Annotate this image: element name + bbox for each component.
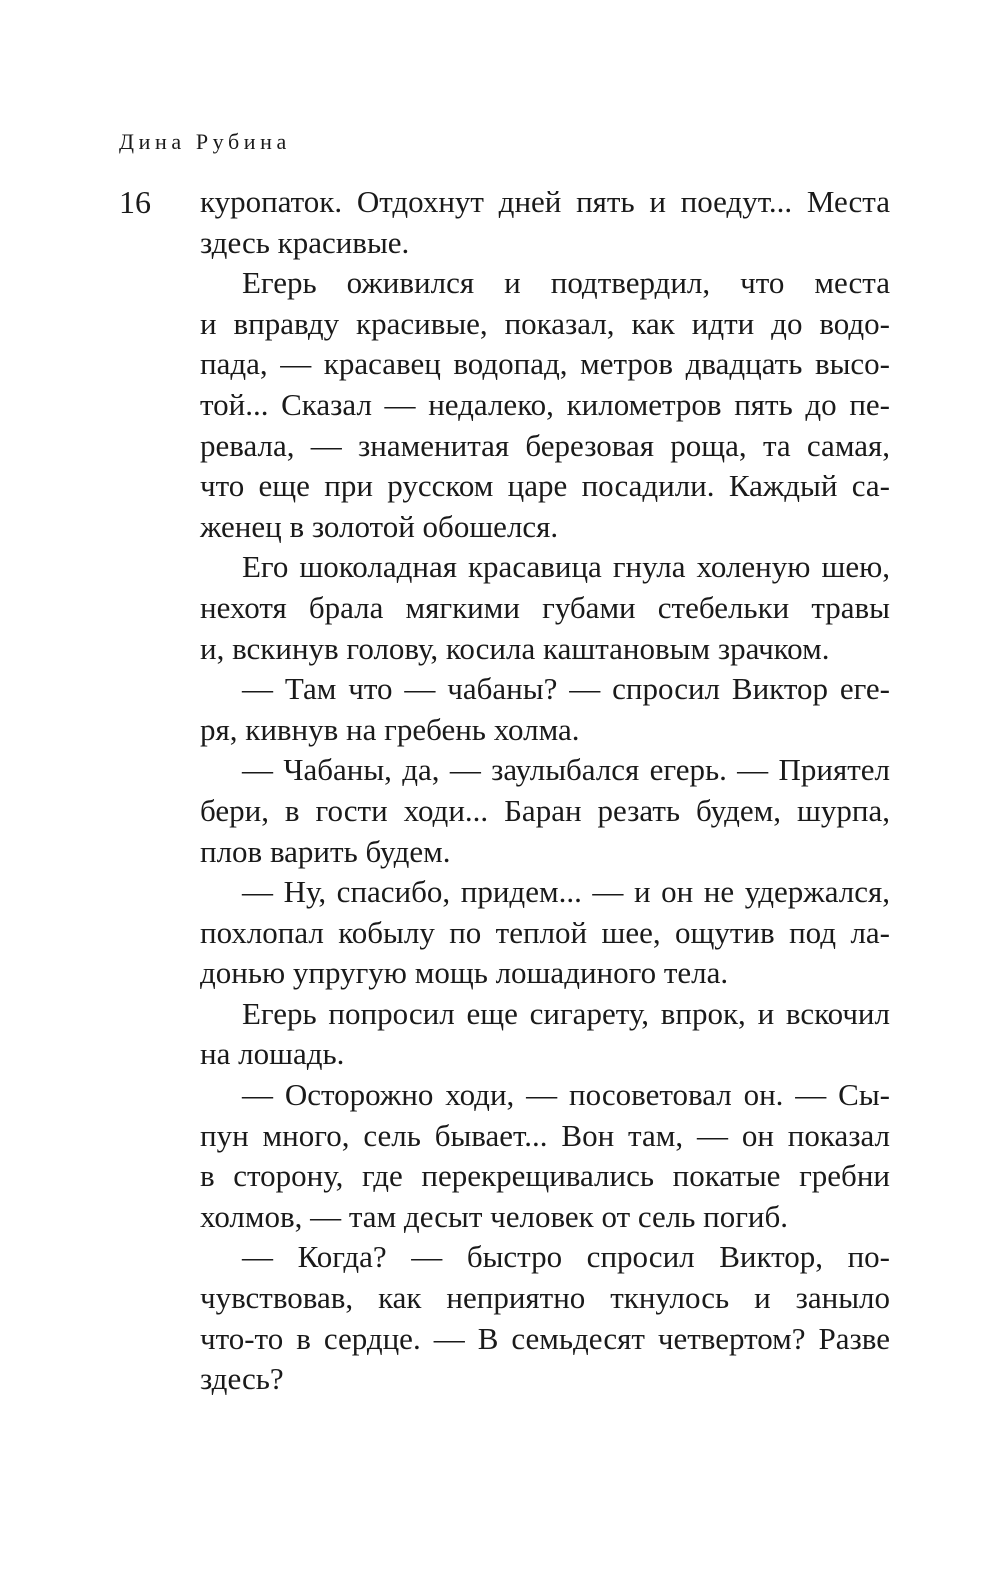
text-line: донью упругую мощь лошадиного тела.: [200, 955, 729, 991]
text-line: что-то в сердце. — В семьдесят четвертом? Разве: [200, 1320, 890, 1356]
text-line: — Осторожно ходи, — посоветовал он. — Сы-: [242, 1077, 890, 1113]
text-line: той... Сказал — недалеко, километров пять до пе-: [200, 386, 890, 422]
text-line: — Чабаны, да, — заулыбался егерь. — Приятел: [242, 752, 890, 788]
text-line: ревала, — знаменитая березовая роща, та самая,: [200, 427, 890, 463]
text-line: — Ну, спасибо, придем... — и он не удержался,: [242, 874, 890, 910]
text-line: Его шоколадная красавица гнула холеную шею,: [242, 549, 890, 585]
text-line: пун много, сель бывает... Вон там, — он показал: [200, 1117, 890, 1153]
text-line: пада, — красавец водопад, метров двадцать высо-: [200, 346, 890, 382]
text-line: — Там что — чабаны? — спросил Виктор еге-: [242, 671, 890, 707]
page-number: 16: [119, 184, 151, 220]
text-line: плов варить будем.: [200, 833, 451, 869]
text-line: и вправду красивые, показал, как идти до водо-: [200, 305, 890, 341]
text-line: бери, в гости ходи... Баран резать будем, шурпа,: [200, 792, 890, 828]
text-line: нехотя брала мягкими губами стебельки травы: [200, 589, 890, 625]
text-line: здесь?: [200, 1361, 284, 1397]
text-line: на лошадь.: [200, 1036, 345, 1072]
text-line: Егерь попросил еще сигарету, впрок, и вскочил: [242, 995, 890, 1031]
running-head-author: Дина Рубина: [119, 129, 291, 154]
text-line: — Когда? — быстро спросил Виктор, по-: [242, 1239, 890, 1275]
text-line: ря, кивнув на гребень холма.: [200, 711, 580, 747]
text-line: холмов, — там десыт человек от сель погиб.: [200, 1198, 789, 1234]
text-line: похлопал кобылу по теплой шее, ощутив под ла-: [200, 914, 890, 950]
text-line: что еще при русском царе посадили. Каждый са-: [200, 468, 890, 504]
text-line: женец в золотой обошелся.: [200, 508, 559, 544]
body-text: [200, 182, 890, 1400]
text-line: Егерь оживился и подтвердил, что места: [242, 265, 890, 301]
text-line: куропаток. Отдохнут дней пять и поедут... Места: [200, 184, 890, 219]
text-line: в сторону, где перекрещивались покатые гребни: [200, 1158, 890, 1194]
text-line: и, вскинув голову, косила каштановым зрачком.: [200, 630, 830, 666]
text-line: здесь красивые.: [200, 224, 410, 260]
text-line: чувствовав, как неприятно ткнулось и заныло: [200, 1280, 890, 1316]
